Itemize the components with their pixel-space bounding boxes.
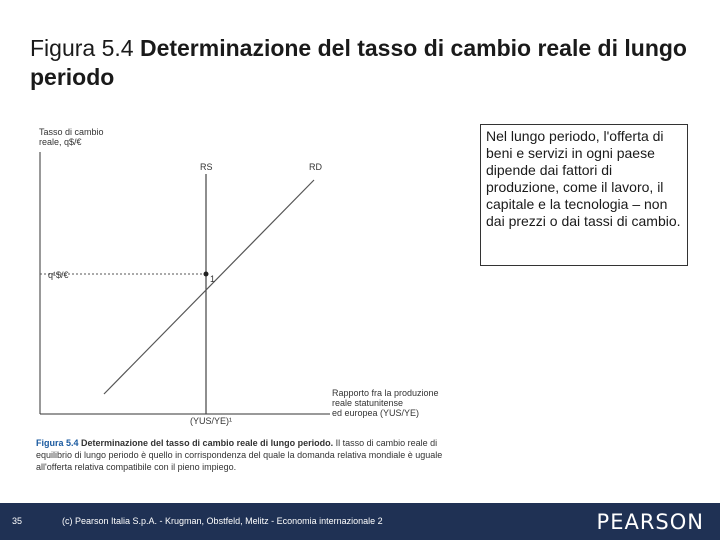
x-axis-label-line3: ed europea (YUS/YE) (332, 408, 420, 418)
diagram (30, 122, 470, 442)
diagram-svg (30, 122, 470, 422)
title-main: Determinazione del tasso di cambio reale di lungo periodo (30, 35, 687, 90)
note-box: Nel lungo periodo, l'offerta di beni e servizi in ogni paese dipende dai fattori di produzione, come il lavoro, il capitale e la tecnologia – non dai prezzi o dai tassi di cambio. (480, 124, 688, 266)
caption-text: Il tasso di cambio reale di equilibrio di lungo periodo è quello in corrispondenza del quale la domanda relativa mondiale è uguale all'offerta relativa compatibile con il pieno impiego. (36, 438, 443, 472)
footer-bar (0, 503, 720, 540)
rd-label: RD (309, 162, 322, 172)
y-axis-label-line2: reale, q$/€ (39, 137, 82, 147)
rd-curve (104, 180, 314, 394)
x-tick-label: (YUS/YE)¹ (190, 416, 233, 426)
equilibrium-point (204, 272, 209, 277)
page-number: 35 (12, 516, 23, 526)
title-figure-number: Figura 5.4 (30, 35, 134, 61)
slide-title (30, 34, 690, 92)
rs-label: RS (200, 162, 213, 172)
pearson-logo: PEARSON (596, 510, 704, 534)
x-axis-label-line2: reale statunitense (332, 398, 404, 408)
figure-caption (36, 437, 466, 473)
copyright-text: (c) Pearson Italia S.p.A. - Krugman, Obstfeld, Melitz - Economia internazionale 2 (62, 516, 383, 526)
x-axis-label-line1: Rapporto fra la produzione (332, 388, 439, 398)
caption-title: Figura 5.4 (36, 438, 79, 448)
equilibrium-label: 1 (210, 274, 216, 284)
y-axis-label-line1: Tasso di cambio (39, 127, 104, 137)
y-axis-label (39, 127, 104, 147)
caption-heading: Determinazione del tasso di cambio reale di lungo periodo. (81, 438, 334, 448)
y-tick-label: q¹$/€ (48, 270, 69, 280)
x-axis-label (332, 388, 439, 418)
